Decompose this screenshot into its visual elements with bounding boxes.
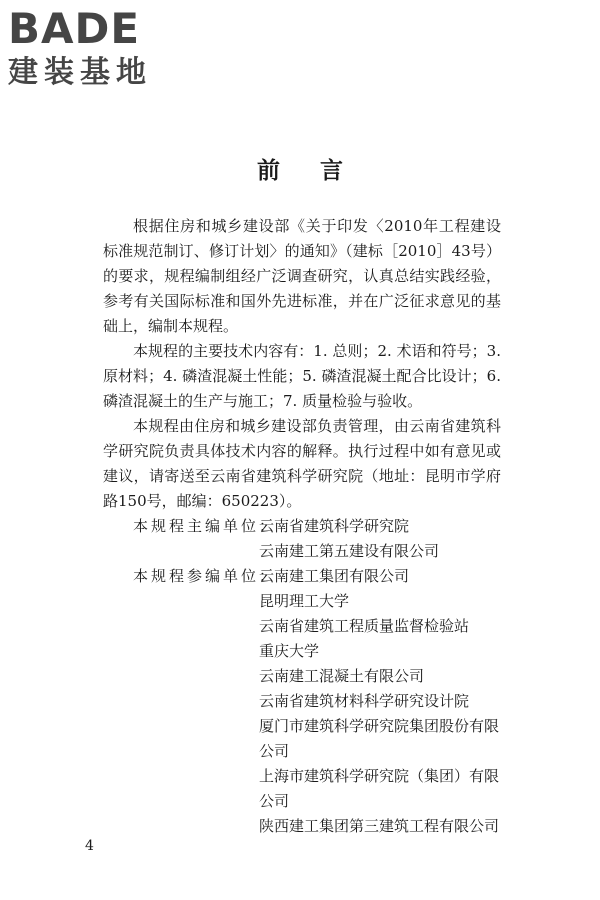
paragraph-intro: 根据住房和城乡建设部《关于印发〈2010年工程建设标准规范制订、修订计划〉的通知》（建标［2010］43号）的要求，规程编制组经广泛调查研究，认真总结实践经验，参考有关国际标准和国外先进标准，并在广泛征求意见的基础上，编制本规程。 xyxy=(103,217,501,335)
list-item: 云南省建筑工程质量监督检验站 xyxy=(259,617,470,635)
logo-subtitle: 建装基地 xyxy=(8,55,152,90)
publisher-logo xyxy=(8,6,178,92)
list-item: 重庆大学 xyxy=(259,642,320,660)
chief-units-list xyxy=(259,514,501,564)
logo-wordmark: BADE xyxy=(8,4,141,53)
list-item: 云南建工第五建设有限公司 xyxy=(259,542,440,560)
preface-body xyxy=(103,214,501,839)
list-item: 云南建工混凝土有限公司 xyxy=(259,667,425,685)
list-item: 厦门市建筑科学研究院集团股份有限 xyxy=(259,717,500,735)
list-item: 云南建工集团有限公司 xyxy=(259,567,410,585)
list-item: 云南省建筑科学研究院 xyxy=(259,517,410,535)
page-number: 4 xyxy=(85,838,94,854)
list-item: 昆明理工大学 xyxy=(259,592,350,610)
chief-units-block xyxy=(103,514,501,564)
paragraph-management: 本规程由住房和城乡建设部负责管理，由云南省建筑科学研究院负责具体技术内容的解释。执行过程中如有意见或建议，请寄送至云南省建筑科学研究院（地址：昆明市学府路150号，邮编：650223）。 xyxy=(103,417,501,510)
participating-units-block xyxy=(103,564,501,839)
list-item: 陕西建工集团第三建筑工程有限公司 xyxy=(259,817,500,835)
list-item: 公司 xyxy=(259,792,290,810)
list-item: 云南省建筑材料科学研究设计院 xyxy=(259,692,470,710)
page-title: 前言 xyxy=(257,157,383,184)
paragraph-contents: 本规程的主要技术内容有：1. 总则；2. 术语和符号；3. 原材料；4. 磷渣混凝土性能；5. 磷渣混凝土配合比设计；6. 磷渣混凝土的生产与施工；7. 质量检验与验收。 xyxy=(103,342,501,410)
participating-units-list xyxy=(259,564,501,839)
chief-units-label: 本规程主编单位： xyxy=(133,517,278,535)
list-item: 上海市建筑科学研究院（集团）有限 xyxy=(259,767,500,785)
participating-units-label: 本规程参编单位： xyxy=(133,567,278,585)
list-item: 公司 xyxy=(259,742,290,760)
